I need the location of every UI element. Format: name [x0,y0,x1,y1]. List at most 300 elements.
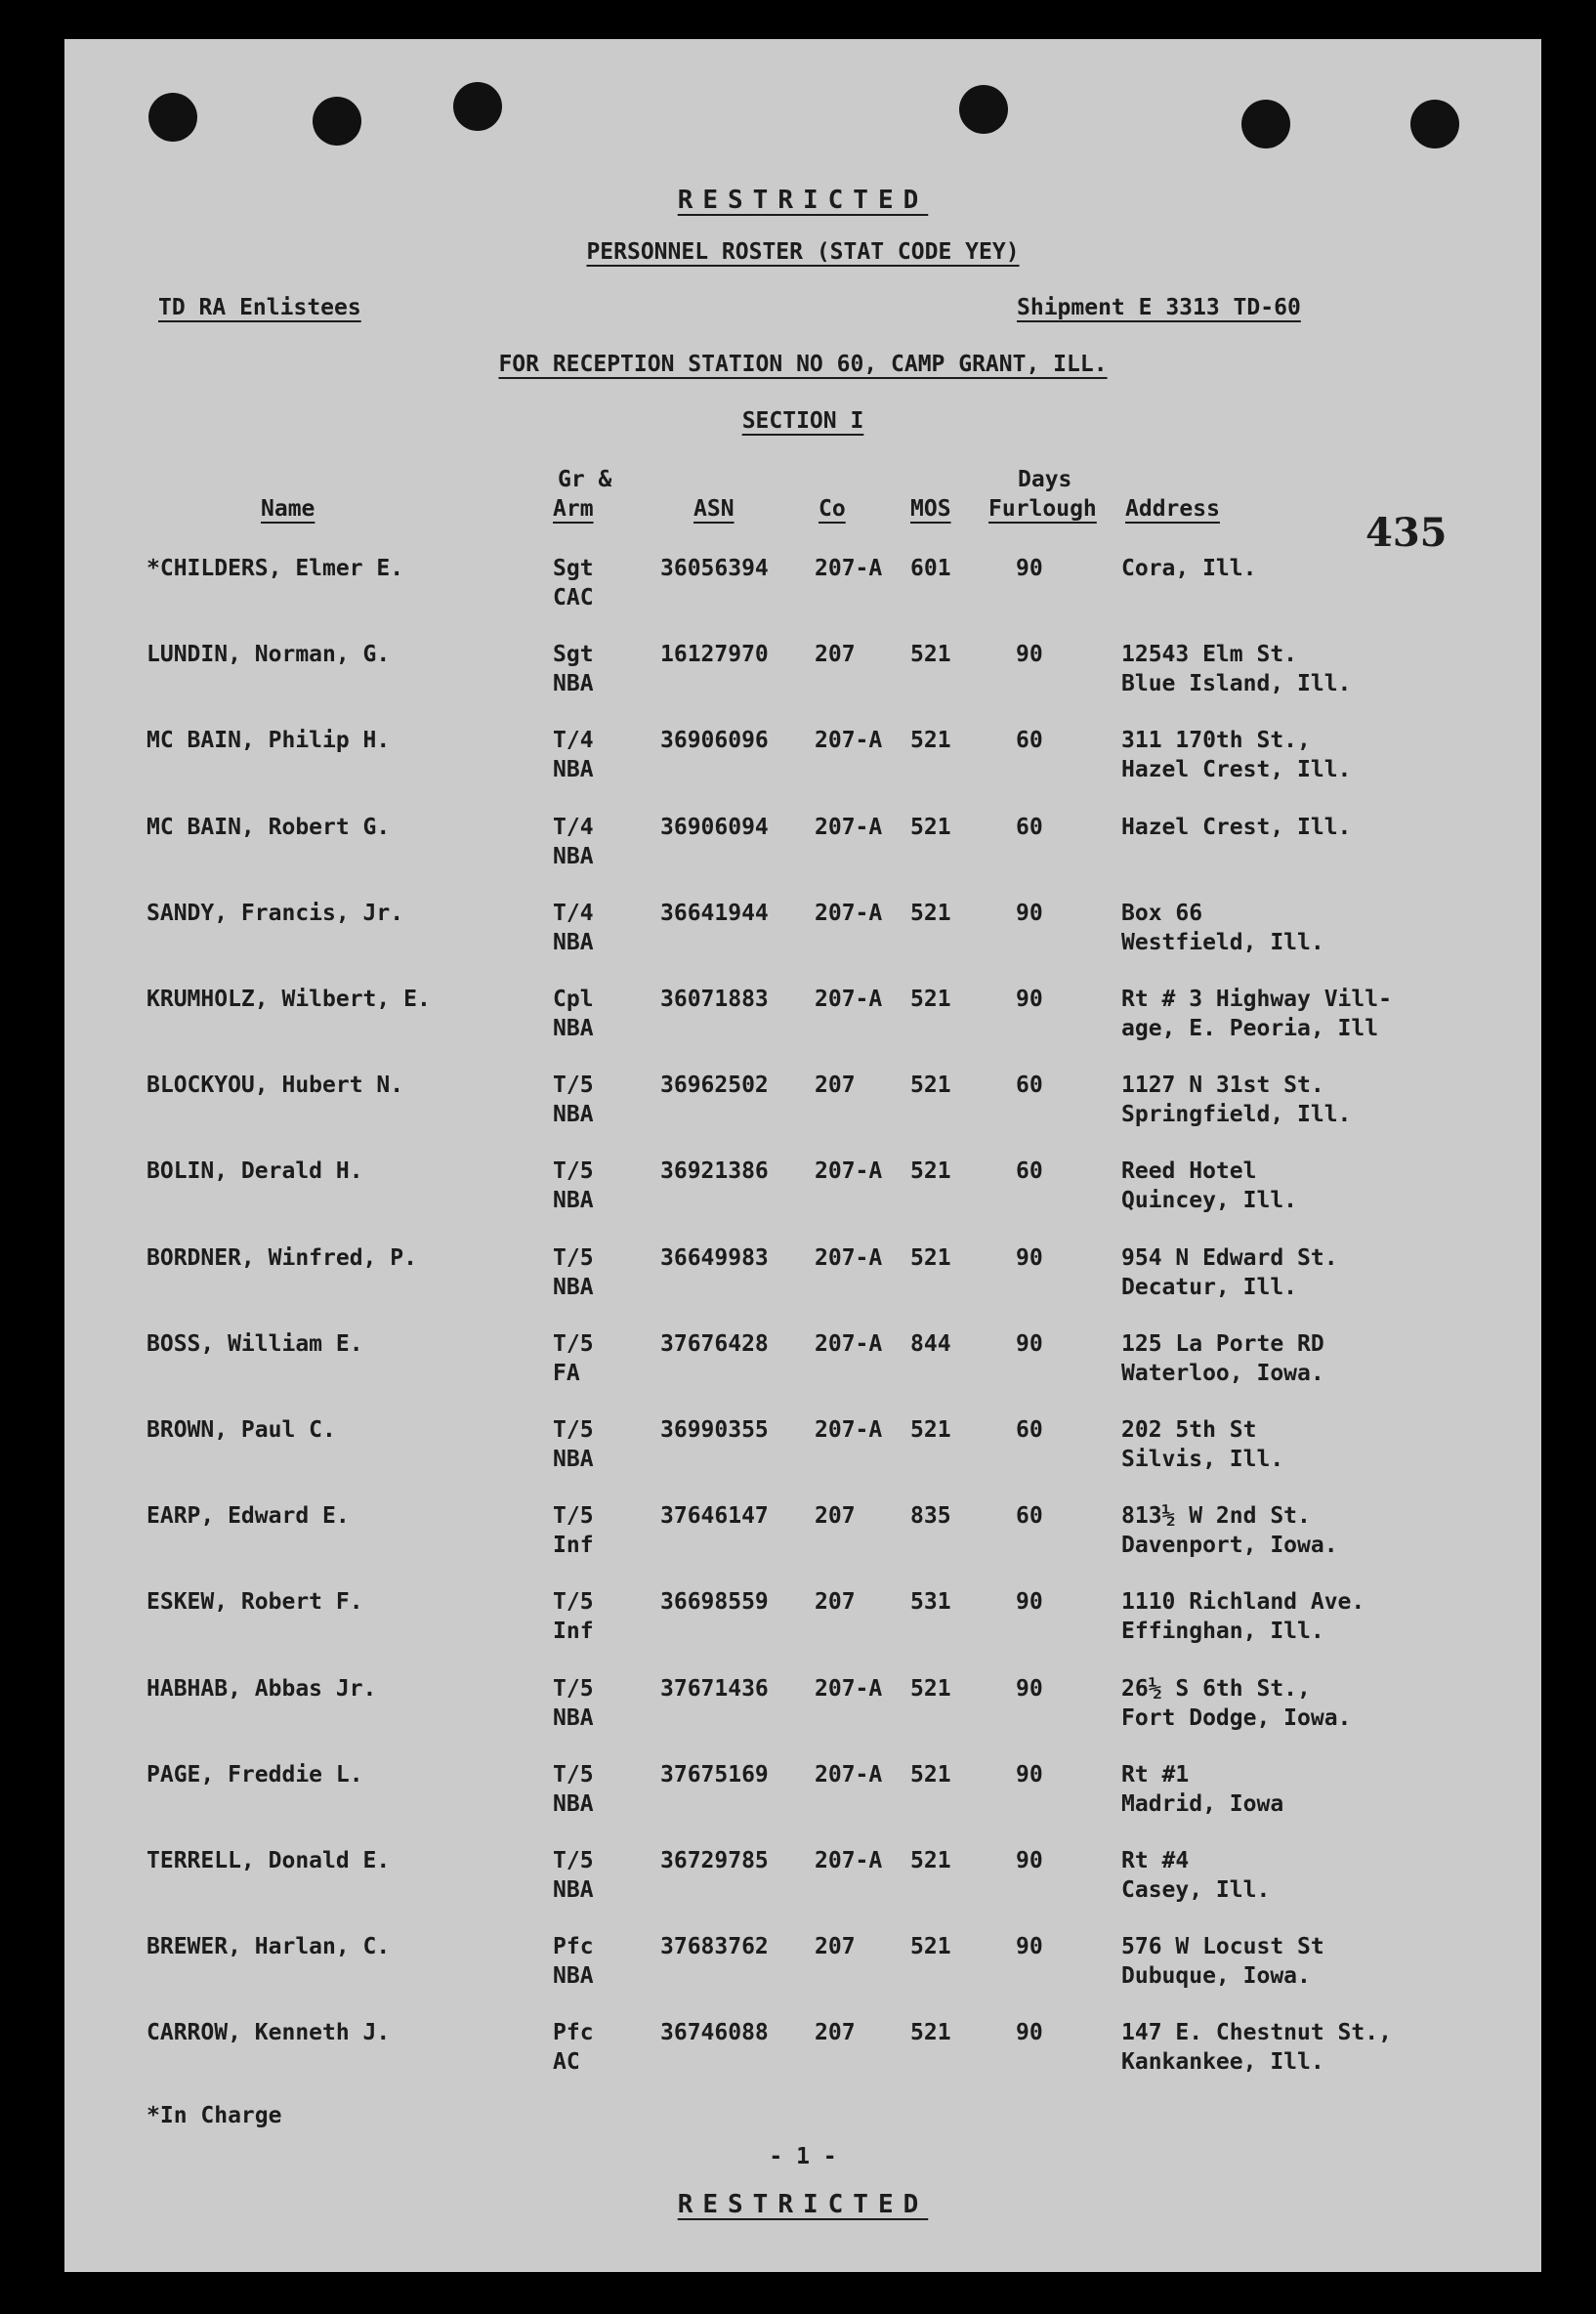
cell-arm-text: NBA [553,1447,594,1472]
footnote: *In Charge [147,2103,282,2128]
cell-addr1 [1121,1587,1365,1646]
cell-grade-text: Pfc [553,2020,594,2046]
cell-addr2-text: Westfield, Ill. [1121,929,1324,955]
cell-mos-text: 521 [910,1158,951,1185]
cell-co [815,899,882,928]
cell-co-text: 207-A [815,728,883,754]
cell-grade [553,554,594,612]
cell-days-text: 90 [1016,1848,1043,1873]
table-row [64,813,1541,899]
cell-days-text: 60 [1016,728,1043,754]
cell-days [1016,1071,1043,1100]
roster-title: PERSONNEL ROSTER (STAT CODE YEY) [586,239,1020,265]
col-name: Name [261,496,315,522]
table-row [64,2018,1541,2104]
cell-addr2-text: Quincey, Ill. [1121,1188,1298,1214]
cell-grade [553,640,594,698]
cell-co-text: 207-A [815,1417,883,1443]
cell-co-text: 207 [815,2020,856,2046]
cell-grade-text: T/5 [553,1589,594,1616]
cell-addr2-text: Dubuque, Iowa. [1121,1963,1311,1990]
cell-days [1016,1415,1043,1445]
cell-grade-text: T/5 [553,1158,594,1185]
cell-grade-text: T/5 [553,1675,594,1702]
cell-grade [553,1760,594,1819]
cell-asn-text: 36921386 [660,1158,769,1185]
cell-asn [660,1329,769,1359]
cell-arm-text: Inf [553,1619,594,1645]
cell-addr1-text: 954 N Edward St. [1121,1244,1338,1271]
table-row [64,1071,1541,1157]
cell-days [1016,1243,1043,1273]
cell-addr1 [1121,1243,1338,1302]
cell-asn-text: 36649983 [660,1244,769,1271]
cell-co-text: 207 [815,1073,856,1099]
section-title: SECTION I [741,408,864,434]
cell-addr1-text: 1110 Richland Ave. [1121,1589,1365,1616]
cell-co [815,1243,882,1273]
cell-addr1 [1121,726,1351,784]
cell-grade-text: Cpl [553,987,594,1012]
cell-addr1 [1121,554,1256,583]
cell-asn-text: 37671436 [660,1675,769,1702]
col-address: Address [1125,496,1220,522]
cell-name-text: BOLIN, Derald H. [147,1158,363,1185]
cell-asn-text: 37683762 [660,1934,769,1960]
cell-arm-text: NBA [553,1188,594,1214]
cell-days-text: 90 [1016,2020,1043,2046]
cell-grade-text: T/5 [553,1848,594,1873]
cell-asn-text: 37675169 [660,1761,769,1788]
cell-asn [660,1760,769,1789]
cell-days-text: 90 [1016,1244,1043,1271]
cell-addr2-text: Casey, Ill. [1121,1877,1271,1903]
cell-name [147,1415,336,1445]
cell-name [147,1932,390,1961]
cell-grade-text: T/4 [553,728,594,754]
cell-addr1 [1121,2018,1392,2077]
cell-grade [553,985,594,1043]
cell-addr1 [1121,1760,1283,1819]
cell-days-text: 60 [1016,1158,1043,1185]
cell-arm-text: Inf [553,1533,594,1559]
enlistee-label: TD RA Enlistees [158,295,361,320]
cell-days [1016,726,1043,755]
cell-addr1-text: Cora, Ill. [1121,556,1257,581]
cell-co-text: 207-A [815,900,883,926]
cell-name [147,726,390,755]
table-row [64,1415,1541,1501]
table-row [64,1674,1541,1760]
cell-addr2-text: Davenport, Iowa. [1121,1533,1338,1559]
cell-grade [553,1587,594,1646]
cell-name-text: BLOCKYOU, Hubert N. [147,1073,404,1099]
cell-mos-text: 844 [910,1330,951,1357]
table-row [64,1587,1541,1673]
cell-name-text: CARROW, Kenneth J. [147,2020,391,2046]
cell-mos [910,726,951,755]
cell-days [1016,1932,1043,1961]
cell-co [815,1846,882,1875]
cell-name [147,813,390,842]
cell-mos [910,1243,951,1273]
cell-days [1016,813,1043,842]
cell-days-text: 90 [1016,1761,1043,1788]
cell-co [815,554,882,583]
cell-asn [660,985,769,1014]
cell-arm-text: NBA [553,757,594,783]
cell-asn [660,1243,769,1273]
cell-addr1-text: 311 170th St., [1121,728,1311,754]
cell-mos [910,1329,951,1359]
cell-co-text: 207-A [815,1330,883,1357]
cell-addr1 [1121,1329,1324,1388]
cell-co-text: 207-A [815,1158,883,1185]
cell-asn-text: 36746088 [660,2020,769,2046]
cell-grade-text: Sgt [553,642,594,668]
cell-grade-text: T/5 [553,1073,594,1099]
cell-addr1 [1121,1157,1297,1215]
cell-mos-text: 521 [910,728,951,754]
cell-co [815,2018,856,2047]
cell-addr1-text: Reed Hotel [1121,1158,1257,1185]
cell-co [815,1329,882,1359]
cell-days-text: 90 [1016,1330,1043,1357]
cell-addr1-text: 576 W Locust St [1121,1934,1324,1960]
cell-days [1016,1329,1043,1359]
cell-mos-text: 521 [910,1417,951,1443]
cell-asn-text: 36962502 [660,1073,769,1099]
cell-grade-text: T/5 [553,1244,594,1271]
cell-grade [553,1846,594,1905]
punch-hole [453,82,502,131]
cell-addr1-text: 147 E. Chestnut St., [1121,2020,1392,2046]
cell-mos-text: 601 [910,556,951,581]
cell-asn-text: 36906096 [660,728,769,754]
cell-name-text: BOSS, William E. [147,1330,363,1357]
cell-addr1-text: 26½ S 6th St., [1121,1675,1311,1702]
cell-mos [910,1071,951,1100]
cell-asn [660,1071,769,1100]
cell-name [147,899,403,928]
document-page [64,39,1541,2272]
cell-mos [910,1932,951,1961]
cell-days [1016,1760,1043,1789]
cell-mos-text: 521 [910,2020,951,2046]
cell-days [1016,1157,1043,1186]
table-row [64,1243,1541,1329]
table-row [64,554,1541,640]
cell-asn-text: 16127970 [660,642,769,668]
cell-arm-text: NBA [553,843,594,869]
cell-name [147,1501,350,1531]
cell-co [815,1587,856,1617]
cell-arm-text: NBA [553,929,594,955]
cell-addr1 [1121,1846,1270,1905]
cell-grade [553,726,594,784]
cell-asn-text: 37646147 [660,1503,769,1530]
col-co: Co [819,496,846,522]
cell-addr2-text: Blue Island, Ill. [1121,671,1352,697]
cell-asn-text: 36698559 [660,1589,769,1616]
cell-asn [660,899,769,928]
cell-addr1 [1121,985,1392,1043]
cell-name-text: PAGE, Freddie L. [147,1761,363,1788]
cell-addr2-text: Decatur, Ill. [1121,1274,1298,1300]
cell-grade [553,1157,594,1215]
punch-hole [1410,100,1459,148]
cell-asn [660,1932,769,1961]
col-asn: ASN [693,496,735,522]
cell-asn [660,1157,769,1186]
cell-co [815,1760,882,1789]
cell-name-text: BROWN, Paul C. [147,1417,336,1443]
cell-grade-text: T/5 [553,1330,594,1357]
cell-addr1 [1121,1415,1283,1474]
cell-name-text: BREWER, Harlan, C. [147,1934,391,1960]
cell-co-text: 207-A [815,987,883,1012]
cell-asn-text: 36729785 [660,1848,769,1873]
punch-hole [959,85,1008,134]
punch-hole [313,97,361,146]
cell-mos [910,1760,951,1789]
cell-co-text: 207-A [815,1675,883,1702]
cell-co [815,1071,856,1100]
cell-days-text: 90 [1016,642,1043,668]
cell-asn [660,1587,769,1617]
cell-mos-text: 521 [910,1848,951,1873]
cell-asn [660,1415,769,1445]
station-title: FOR RECEPTION STATION NO 60, CAMP GRANT, ILL. [498,352,1108,377]
shipment-label: Shipment E 3313 TD-60 [1017,295,1301,320]
cell-co [815,985,882,1014]
cell-mos-text: 521 [910,1244,951,1271]
cell-asn [660,554,769,583]
cell-mos [910,1501,951,1531]
cell-name [147,1760,363,1789]
cell-name-text: BORDNER, Winfred, P. [147,1244,417,1271]
cell-name-text: SANDY, Francis, Jr. [147,900,404,926]
cell-grade-text: Sgt [553,556,594,581]
cell-grade-text: T/4 [553,900,594,926]
cell-arm-text: CAC [553,585,594,610]
punch-hole [148,93,197,142]
cell-addr2-text: age, E. Peoria, Ill [1121,1016,1379,1041]
table-row [64,1760,1541,1846]
cell-name [147,554,403,583]
cell-addr1-text: Rt #1 [1121,1761,1190,1788]
cell-addr1-text: Box 66 [1121,900,1203,926]
cell-grade [553,1243,594,1302]
cell-days [1016,899,1043,928]
cell-days-text: 90 [1016,1934,1043,1960]
cell-grade-text: T/5 [553,1761,594,1788]
cell-arm-text: NBA [553,1274,594,1300]
cell-asn [660,2018,769,2047]
cell-mos-text: 521 [910,900,951,926]
cell-arm-text: NBA [553,671,594,697]
cell-co-text: 207 [815,642,856,668]
cell-mos [910,813,951,842]
classification-footer: RESTRICTED [677,2190,929,2219]
cell-days [1016,985,1043,1014]
cell-grade [553,899,594,957]
cell-name-text: MC BAIN, Philip H. [147,728,391,754]
classification-header: RESTRICTED [677,186,929,215]
cell-addr1-text: 125 La Porte RD [1121,1330,1324,1357]
cell-days-text: 90 [1016,556,1043,581]
cell-days [1016,1587,1043,1617]
cell-addr1 [1121,1071,1351,1129]
cell-co [815,813,882,842]
cell-grade [553,1071,594,1129]
table-row [64,1501,1541,1587]
cell-mos-text: 521 [910,1934,951,1960]
cell-arm-text: FA [553,1360,580,1386]
cell-mos-text: 521 [910,1073,951,1099]
cell-mos-text: 521 [910,987,951,1012]
cell-name-text: HABHAB, Abbas Jr. [147,1675,377,1702]
cell-name [147,1587,363,1617]
cell-mos [910,1157,951,1186]
cell-addr2-text: Fort Dodge, Iowa. [1121,1704,1352,1731]
cell-name-text: KRUMHOLZ, Wilbert, E. [147,987,431,1012]
cell-name [147,1157,363,1186]
page-number: - 1 - [769,2144,837,2169]
cell-mos [910,640,951,669]
cell-name-text: ESKEW, Robert F. [147,1589,363,1616]
col-mos: MOS [910,496,951,522]
cell-asn [660,813,769,842]
cell-days-text: 60 [1016,1073,1043,1099]
cell-addr1 [1121,813,1351,842]
cell-days-text: 90 [1016,900,1043,926]
cell-asn-text: 36906094 [660,814,769,840]
cell-arm-text: NBA [553,1016,594,1041]
cell-grade [553,1932,594,1991]
cell-addr2-text: Kankankee, Ill. [1121,2049,1324,2076]
cell-addr1-text: Rt # 3 Highway Vill- [1121,987,1392,1012]
cell-asn [660,640,769,669]
cell-name [147,1071,403,1100]
col-days: Days [1018,467,1072,492]
cell-name [147,640,390,669]
table-row [64,1329,1541,1415]
cell-days-text: 90 [1016,1675,1043,1702]
punch-hole [1241,100,1290,148]
cell-arm-text: NBA [553,1877,594,1903]
cell-co [815,1157,882,1186]
cell-grade-text: T/5 [553,1503,594,1530]
cell-grade-text: T/5 [553,1417,594,1443]
cell-mos-text: 521 [910,1761,951,1788]
cell-mos [910,899,951,928]
page-stamp: 435 [1365,510,1448,556]
cell-addr1-text: 202 5th St [1121,1417,1257,1443]
cell-grade [553,2018,594,2077]
cell-name [147,1329,363,1359]
cell-addr1 [1121,1932,1324,1991]
cell-days [1016,1674,1043,1704]
cell-addr2-text: Effinghan, Ill. [1121,1619,1324,1645]
cell-asn-text: 36056394 [660,556,769,581]
cell-mos [910,1846,951,1875]
cell-co [815,1674,882,1704]
col-grade-arm-1: Gr & [558,467,612,492]
cell-co-text: 207 [815,1934,856,1960]
cell-asn [660,1501,769,1531]
cell-addr1 [1121,640,1351,698]
cell-arm-text: NBA [553,1102,594,1128]
cell-asn-text: 36990355 [660,1417,769,1443]
cell-mos [910,1587,951,1617]
cell-mos-text: 521 [910,642,951,668]
cell-addr2-text: Madrid, Iowa [1121,1790,1284,1817]
table-row [64,899,1541,985]
cell-co [815,640,856,669]
cell-addr1 [1121,1501,1338,1560]
cell-mos-text: 521 [910,1675,951,1702]
cell-name [147,1846,390,1875]
cell-co [815,1501,856,1531]
table-row [64,985,1541,1071]
cell-asn [660,1674,769,1704]
cell-name-text: MC BAIN, Robert G. [147,814,391,840]
cell-name [147,1674,376,1704]
cell-name [147,1243,417,1273]
cell-mos-text: 835 [910,1503,951,1530]
cell-mos [910,985,951,1014]
col-grade-arm-2: Arm [553,496,594,522]
cell-name-text: TERRELL, Donald E. [147,1848,391,1873]
cell-grade [553,1674,594,1733]
table-row [64,640,1541,726]
cell-days-text: 60 [1016,1503,1043,1530]
table-row [64,726,1541,812]
cell-addr2-text: Springfield, Ill. [1121,1102,1352,1128]
cell-co-text: 207-A [815,814,883,840]
cell-grade [553,1501,594,1560]
cell-days [1016,1501,1043,1531]
cell-name-text: *CHILDERS, Elmer E. [147,556,404,581]
cell-mos-text: 521 [910,814,951,840]
cell-addr1-text: 12543 Elm St. [1121,642,1298,668]
cell-addr2-text: Hazel Crest, Ill. [1121,757,1352,783]
cell-addr1-text: Rt #4 [1121,1848,1190,1873]
cell-grade-text: T/4 [553,814,594,840]
cell-addr2-text: Waterloo, Iowa. [1121,1360,1324,1386]
cell-addr2-text: Silvis, Ill. [1121,1447,1284,1472]
cell-co [815,1415,882,1445]
cell-days [1016,2018,1043,2047]
cell-asn-text: 37676428 [660,1330,769,1357]
table-row [64,1846,1541,1932]
cell-co [815,726,882,755]
cell-asn [660,1846,769,1875]
cell-co-text: 207-A [815,1244,883,1271]
cell-arm-text: NBA [553,1963,594,1990]
cell-addr1-text: 813½ W 2nd St. [1121,1503,1311,1530]
col-furlough: Furlough [988,496,1097,522]
cell-mos-text: 531 [910,1589,951,1616]
cell-name-text: LUNDIN, Norman, G. [147,642,391,668]
cell-co-text: 207-A [815,1848,883,1873]
cell-days [1016,554,1043,583]
cell-addr1 [1121,1674,1351,1733]
cell-asn-text: 36641944 [660,900,769,926]
cell-grade [553,1415,594,1474]
cell-days-text: 60 [1016,814,1043,840]
